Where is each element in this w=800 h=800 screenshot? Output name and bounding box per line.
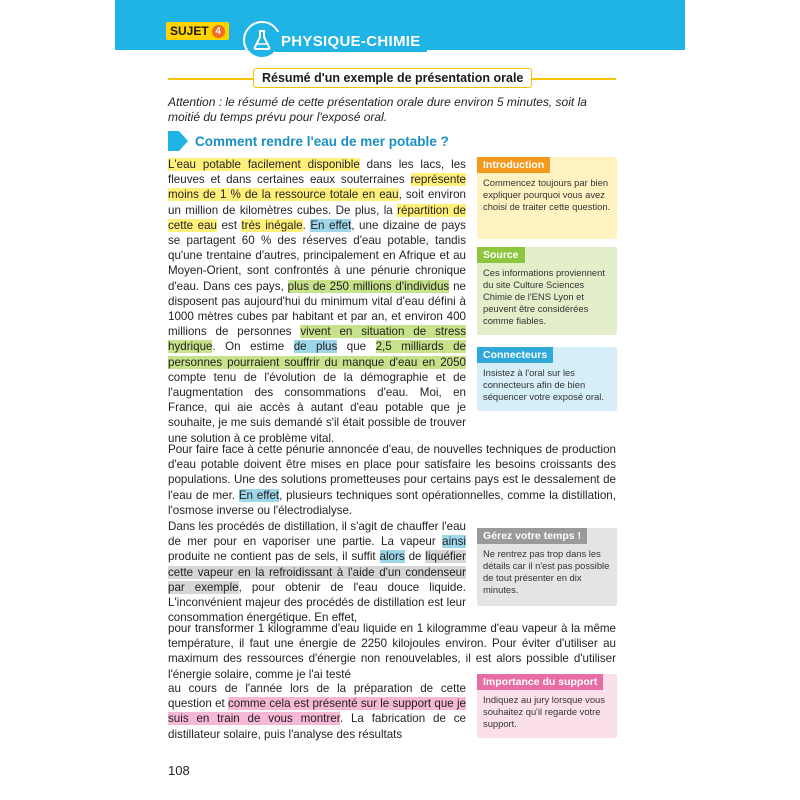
sujet-number: 4 bbox=[212, 25, 225, 38]
note-connecteurs bbox=[477, 347, 617, 411]
note-temps bbox=[477, 528, 617, 606]
text-segment: compte tenu de l'évolution de la démographie et de l'augmentation des consommations d'eau. Moi, en France, qui aie accès à autant d'eau potable que je souhaite, je me suis demandé s'il était possible de trouver une solution à ce problème vital. bbox=[168, 370, 466, 445]
text-segment: , plusieurs techniques sont opérationnelles, comme la distillation, l'osmose inverse ou l'électrodialyse. bbox=[168, 488, 616, 517]
highlighted-text: 2,5 milliards de personnes pourraient souffrir du manque d'eau en 2050 bbox=[168, 340, 466, 369]
page-number: 108 bbox=[168, 763, 190, 778]
paragraph-3 bbox=[168, 519, 466, 625]
highlighted-text: alors bbox=[379, 550, 405, 564]
note-text: Ne rentrez pas trop dans les détails car il n'est pas possible de tout présenter en dix minutes. bbox=[483, 548, 610, 595]
note-tag: Connecteurs bbox=[477, 347, 553, 363]
text-segment: de bbox=[404, 550, 426, 564]
text-segment: au cours de l'année lors de la préparation de cette question et bbox=[168, 682, 466, 711]
text-segment: dans les lacs, les fleuves et dans certaines eaux souterraines bbox=[168, 158, 466, 187]
text-segment: Pour faire face à cette pénurie annoncée d'eau, de nouvelles techniques de production d'eau potable doivent être mises en place pour satisfaire les besoins croissants des populations. Une des solutions prometteuses pour certains pays est le dessalement de l'eau de mer. bbox=[168, 443, 616, 502]
note-text: Ces informations proviennent du site Culture Sciences Chimie de l'ENS Lyon et peuvent être considérées comme fiables. bbox=[483, 267, 605, 326]
highlighted-text: En effet bbox=[238, 488, 280, 502]
paragraph-1 bbox=[168, 157, 466, 446]
highlighted-text: répartition de cette eau bbox=[168, 203, 466, 232]
highlighted-text: liquéfier cette vapeur en la refroidissant à l'aide d'un condenseur par exemple bbox=[168, 550, 466, 594]
sujet-badge bbox=[166, 22, 229, 40]
paragraph-2 bbox=[168, 442, 616, 518]
highlighted-text: de plus bbox=[293, 340, 338, 354]
question-heading: Comment rendre l'eau de mer potable ? bbox=[195, 134, 449, 149]
highlighted-text: plus de 250 millions d'individus bbox=[287, 279, 450, 293]
note-text: Insistez à l'oral sur les connecteurs afin de bien séquencer votre exposé oral. bbox=[483, 367, 604, 402]
highlighted-text: très inégale bbox=[241, 218, 303, 232]
text-segment: est bbox=[216, 218, 242, 232]
highlighted-text: L'eau potable facilement disponible bbox=[168, 158, 360, 171]
highlighted-text: représente moins de 1 % de la ressource totale en eau bbox=[168, 173, 466, 202]
note-tag: Gérez votre temps ! bbox=[477, 528, 587, 544]
text-segment: produite ne contient pas de sels, il suffit bbox=[168, 550, 380, 564]
paragraph-3-continued bbox=[168, 621, 616, 682]
text-segment: , une dizaine de pays se partagent 60 % des réserves d'eau potable, tandis qu'une trentaine d'autres, principalement en Afrique et au Moyen-Orient, sont confrontés à une pénurie chronique d'eau. Dans ces pays, bbox=[168, 218, 466, 293]
text-segment: . On estime bbox=[212, 340, 294, 354]
note-tag: Introduction bbox=[477, 157, 550, 173]
text-segment: , pour obtenir de l'eau douce liquide. L'inconvénient majeur des procédés de distillation est leur consommation énergétique. En effet, bbox=[168, 580, 466, 625]
note-tag: Source bbox=[477, 247, 525, 263]
note-tag: Importance du support bbox=[477, 674, 603, 690]
attention-note: Attention : le résumé de cette présentation orale dure environ 5 minutes, soit la moitié du temps prévu pour l'exposé oral. bbox=[168, 95, 587, 124]
note-source bbox=[477, 247, 617, 335]
text-segment: Dans les procédés de distillation, il s'agit de chauffer l'eau de mer pour en vaporiser une partie. La vapeur bbox=[168, 520, 466, 549]
sujet-label: SUJET bbox=[170, 24, 209, 38]
text-segment: pour transformer 1 kilogramme d'eau liquide en 1 kilogramme d'eau vapeur à la même température, il faut une énergie de 2250 kilojoules environ. Pour éviter d'utiliser au maximum des ressources d'énergie non renouvelables, il est alors possible d'utiliser l'énergie solaire, comme je l'ai testé bbox=[168, 622, 616, 681]
paragraph-3-end bbox=[168, 681, 466, 742]
text-segment: ne disposent pas aujourd'hui du minimum vital d'eau défini à 1000 mètres cubes par habitant et par an, et environ 400 millions de personnes bbox=[168, 279, 466, 339]
text-segment: , soit environ un million de kilomètres cubes. De plus, la bbox=[168, 188, 466, 217]
highlighted-text: En effet bbox=[310, 218, 352, 232]
highlighted-text: comme cela est présenté sur le support que je suis en train de vous montrer bbox=[168, 697, 466, 726]
text-segment: . La fabrication de ce distillateur solaire, puis l'analyse des résultats bbox=[168, 712, 466, 741]
note-text: Indiquez au jury lorsque vous souhaitez qu'il regarde votre support. bbox=[483, 694, 605, 729]
arrow-icon bbox=[168, 131, 188, 151]
note-support bbox=[477, 674, 617, 738]
section-title: Résumé d'un exemple de présentation orale bbox=[253, 68, 532, 88]
subject-title: PHYSIQUE-CHIMIE bbox=[275, 32, 427, 52]
highlighted-text: vivent en situation de stress hydrique bbox=[168, 325, 466, 354]
note-text: Commencez toujours par bien expliquer pourquoi vous avez choisi de traiter cette question. bbox=[483, 177, 611, 212]
highlighted-text: ainsi bbox=[442, 535, 466, 549]
note-introduction bbox=[477, 157, 617, 239]
text-segment: que bbox=[337, 340, 376, 354]
text-segment: . bbox=[302, 218, 311, 232]
